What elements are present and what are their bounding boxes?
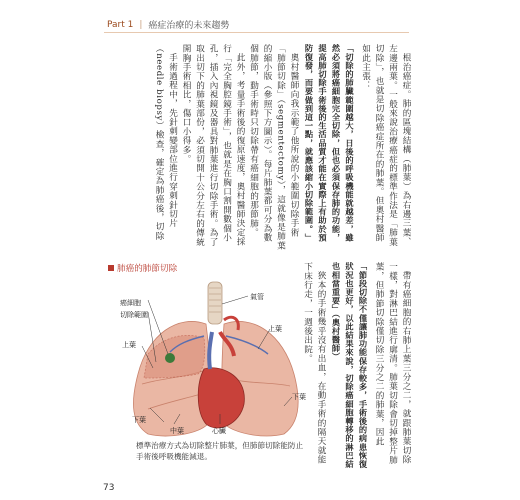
header-separator: | [139,19,143,30]
paragraph: 手術過程中，先針刺變部位進行穿刺針切片（needle biopsy）檢查，確定為肺癌後，切除 [154,44,178,241]
chapter-title: 癌症治療的未來趨勢 [148,21,230,31]
label-resection: 切除範圍 [120,311,148,319]
label-cancer: 癌細胞 [120,299,141,307]
page-number: 73 [103,483,115,493]
paragraph: 狹本的手術幾乎沒有出血，在動手術的隔天就能下床行走，一週後出院。 [302,262,326,464]
label-heart: 心臟 [212,427,226,435]
lung-figure [108,262,326,472]
figure-title: 肺癌的肺節切除 [108,262,177,274]
quote-block: 「節段切除不僅讓肺功能保存較多，手術後的病患恢復狀況也更好，以此結果來說，切除癌細胞轉移的淋巴結也相當重要」（奧村醫師） [331,262,369,469]
paragraph: 此外，考量手術後的復原速度，奧村醫師決定採行「完全胸腔鏡手術」，也就是在胸口割開數個小孔，插入內視鏡及器具對肺葉進行切除手術。為了取出切下的肺葉部份，必須切開十公分左右的傳統開胸手術相比，傷口小得多。 [181,44,245,247]
paragraph: 奧村醫師向我示範了他所說的小範圍切除手術「肺節切除」（segmentectomy），這就像是肺葉的縮小版（參照下方圖示）。每片肺葉都可分為數個肺節，動手術時只切除帶有癌細胞的那節肺。 [248,44,299,250]
body-text-top [107,44,412,250]
figure-caption: 標準治療方式為切除整片肺葉，但肺節切除能防止手術後呼吸機能減退。 [136,441,304,461]
running-header [107,18,229,31]
header-divider [104,32,409,33]
quote-block: 「切除的肺臟範圍越大，日後的呼吸機能就越差，雖然必須將癌細胞完全切除，但也必須保存肺的功能，提高肺切除手術後的生活品質才能在實際上有助於預防復發，而要做到這一點，就應該縮小切除範圍。」 [304,44,355,242]
label-lower-right-lobe: 下葉 [132,416,146,424]
title-marker-icon [108,265,114,271]
paragraph: 帶有癌細胞的右肺上葉三分之二，就跟肺葉切除一樣，對淋巴結進行廓清。肺葉切除會切掉整片肺葉，但肺節切除僅切除三分之二的肺葉，因此 [374,262,411,465]
label-lower-left-lobe: 下葉 [292,393,306,401]
paragraph: 根治癌症。肺的區塊結構（肺葉）為右邊三葉、左邊兩葉。一般來說治療癌症的標準作法是「肺葉切除」，也就是切除癌症所在的肺葉。但奧村醫師如此主張： [360,44,411,247]
label-upper-left-lobe: 上葉 [268,325,282,333]
label-upper-right-lobe: 上葉 [122,341,136,349]
cancer-mark [165,353,175,363]
label-trachea: 氣管 [250,293,264,301]
label-middle-lobe: 中葉 [170,427,184,435]
part-label: Part 1 [107,19,134,30]
